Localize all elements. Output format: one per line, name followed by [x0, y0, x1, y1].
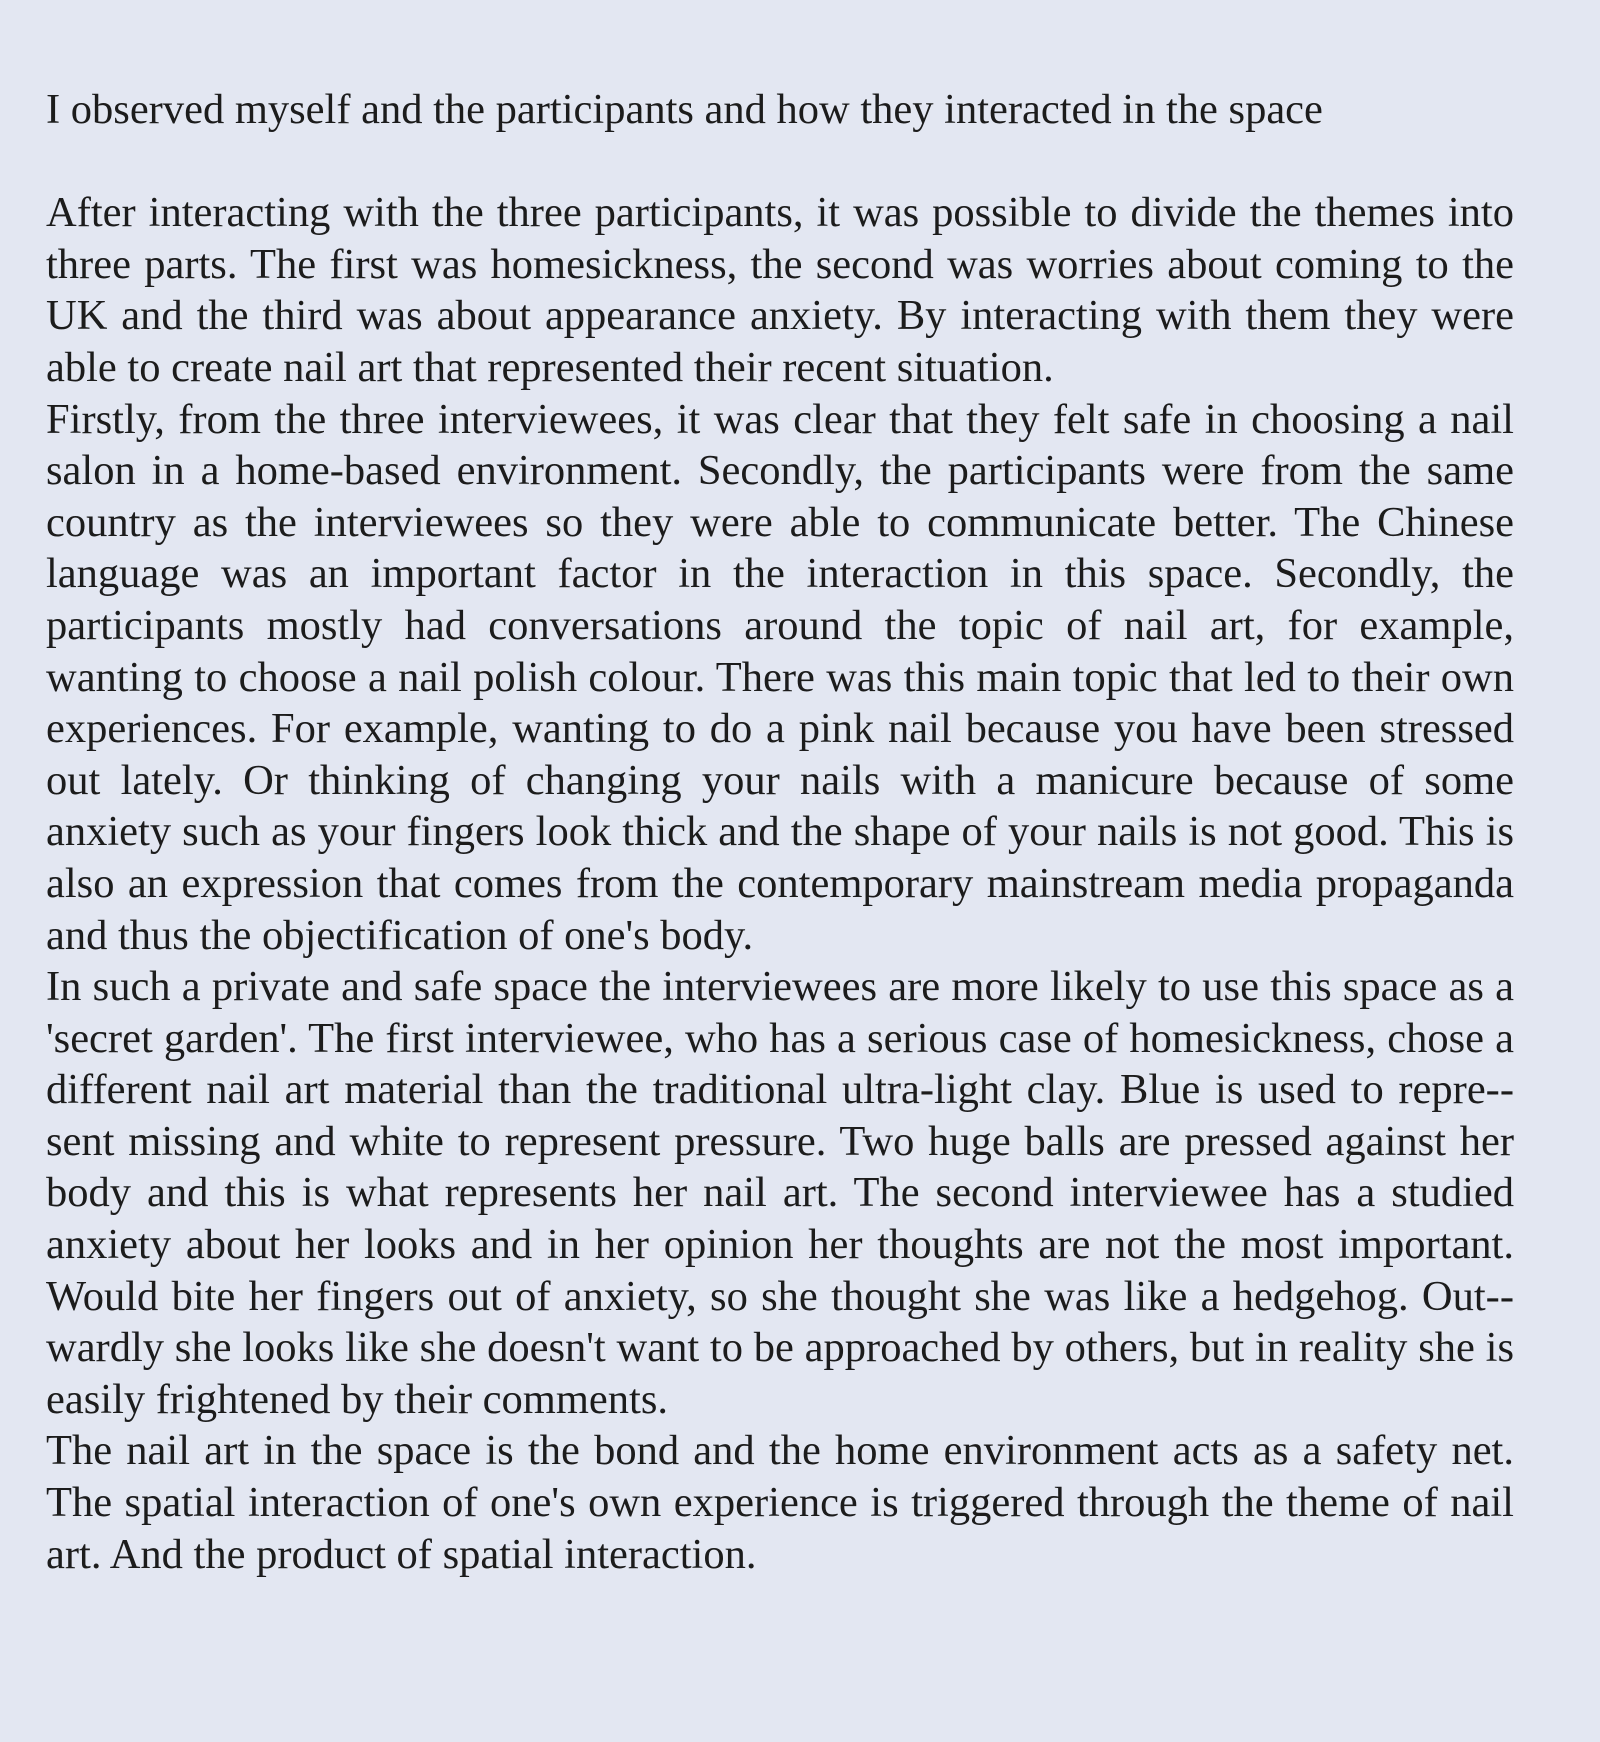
paragraph-safe-environment: Firstly, from the three interviewees, it was clear that they felt safe in choosing a nail salon in a home-based environment. Secondly, the participants were from the same country as the interviewees so they were able to communicate better. The Chinese language was an important factor in the interaction in this space. Secondly, the participants mostly had conversations around the topic of nail art, for example, wanting to choose a nail polish colour. There was this main topic that led to their own experiences. For example, wanting to do a pink nail because you have been stressed out lately. Or thinking of changing your nails with a manicure because of some anxiety such as your fingers look thick and the shape of your nails is not good. This is also an expression that comes from the contemporary mainstream media propaganda and thus the objectification of one's body.: [46, 395, 1514, 959]
intro-sentence: I observed myself and the participants and how they interacted in the space: [46, 86, 1323, 133]
document-page: [46, 84, 1514, 1580]
paragraph-secret-garden: In such a private and safe space the interviewees are more likely to use this space as a 'secret garden'. The first interviewee, who has a serious case of homesickness, chose a different nail art material than the traditional ultra-light clay. Blue is used to repre-sent missing and white to represent pressure. Two huge balls are pressed against her body and this is what represents her nail art. The second interviewee has a studied anxiety about her looks and in her opinion her thoughts are not the most important. Would bite her fingers out of anxiety, so she thought she was like a hedgehog. Out-wardly she looks like she doesn't want to be approached by others, but in reality she is easily frightened by their comments.: [46, 963, 1514, 1423]
paragraph-themes: After interacting with the three participants, it was possible to divide the themes into three parts. The first was homesickness, the second was worries about coming to the UK and the third was about appearance anxiety. By interacting with them they were able to create nail art that represented their recent situation.: [46, 189, 1514, 391]
paragraph-conclusion: The nail art in the space is the bond and the home environment acts as a safety net. The spatial interaction of one's own experience is triggered through the theme of nail art. And the product of spatial interaction.: [46, 1427, 1514, 1578]
